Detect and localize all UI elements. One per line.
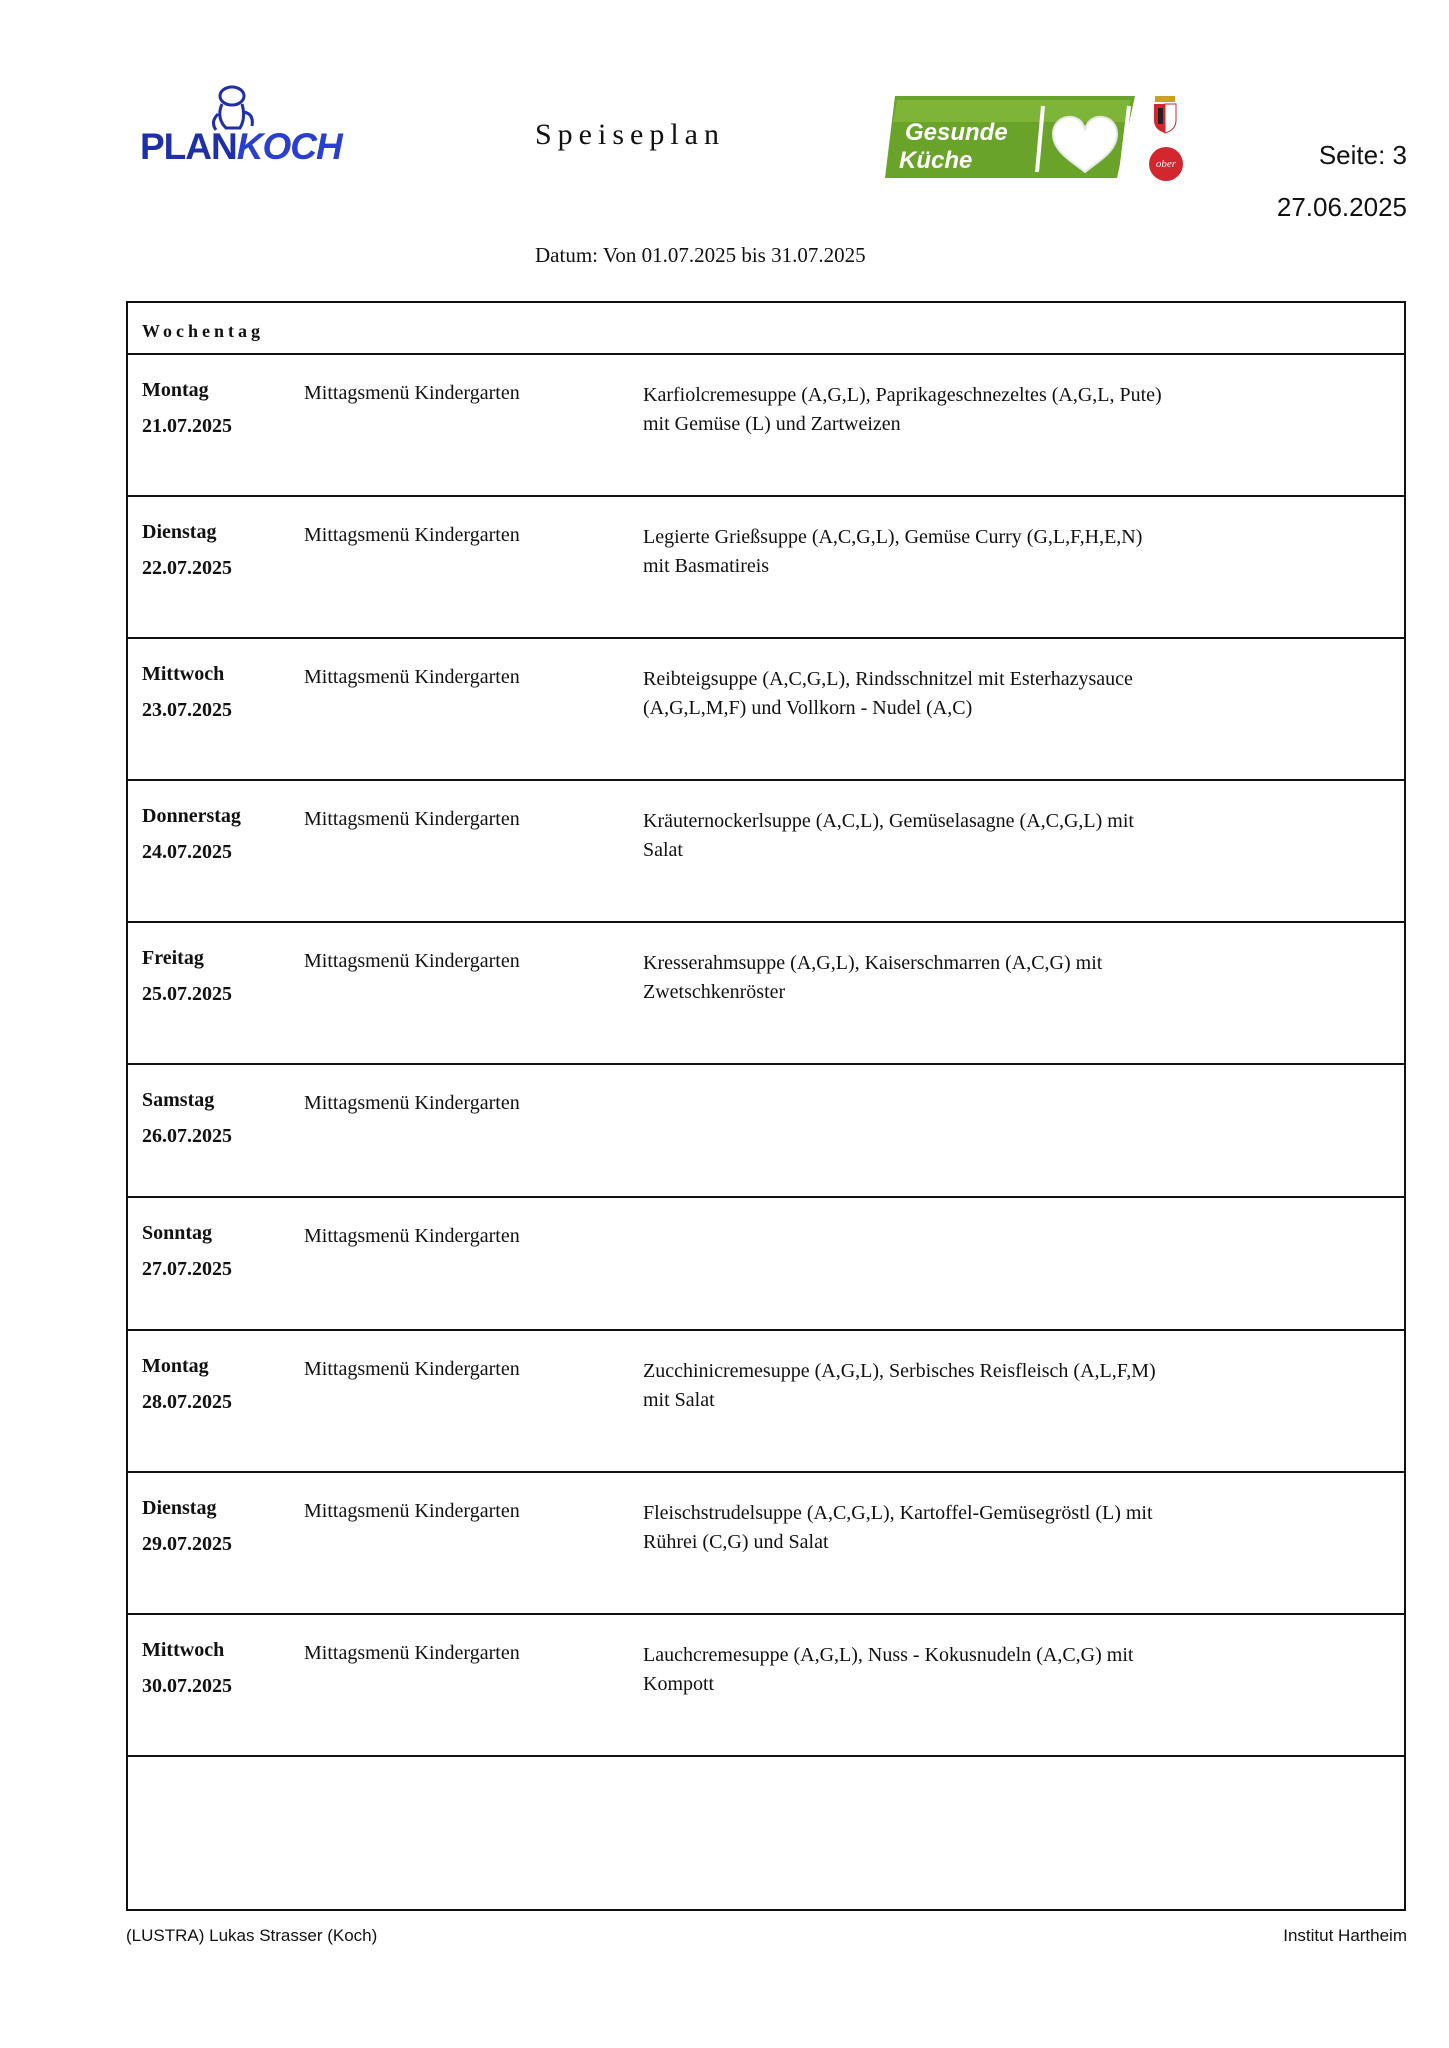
table-header — [128, 303, 1404, 355]
table-row — [128, 1473, 1404, 1615]
footer-author: (LUSTRA) Lukas Strasser (Koch) — [126, 1926, 378, 1945]
row-date: 23.07.2025 — [142, 699, 232, 721]
row-date: 30.07.2025 — [142, 1675, 232, 1697]
ober-text: ober — [1155, 158, 1177, 170]
row-date: 21.07.2025 — [142, 415, 232, 437]
row-menu: Mittagsmenü Kindergarten — [304, 666, 520, 688]
row-menu: Mittagsmenü Kindergarten — [304, 1358, 520, 1380]
row-menu: Mittagsmenü Kindergarten — [304, 808, 520, 830]
footer-institution: Institut Hartheim — [1283, 1926, 1407, 1945]
row-date: 24.07.2025 — [142, 841, 232, 863]
plankoch-logo — [140, 84, 340, 174]
row-dish: Karfiolcremesuppe (A,G,L), Paprikageschnezeltes (A,G,L, Pute) mit Gemüse (L) und Zartweizen — [643, 384, 1162, 435]
row-menu: Mittagsmenü Kindergarten — [304, 382, 520, 404]
row-dish: Kräuternockerlsuppe (A,C,L), Gemüselasagne (A,C,G,L) mit Salat — [643, 810, 1134, 861]
page-title: Speiseplan — [535, 118, 725, 151]
coat-of-arms-icon — [1150, 90, 1180, 134]
row-date: 28.07.2025 — [142, 1391, 232, 1413]
row-day: Dienstag — [142, 1497, 217, 1519]
logo-text-koch: KOCH — [236, 126, 342, 167]
table-row — [128, 355, 1404, 497]
row-day: Freitag — [142, 947, 204, 969]
row-dish: Kresserahmsuppe (A,G,L), Kaiserschmarren (A,C,G) mit Zwetschkenröster — [643, 952, 1103, 1003]
table-row — [128, 1331, 1404, 1473]
row-dish: Fleischstrudelsuppe (A,C,G,L), Kartoffel-Gemüsegröstl (L) mit Rührei (C,G) und Salat — [643, 1502, 1153, 1553]
page-number: Seite: 3 — [1318, 140, 1407, 170]
table-row — [128, 781, 1404, 923]
row-day: Montag — [142, 1355, 209, 1377]
row-day: Donnerstag — [142, 805, 241, 827]
column-header-weekday: Wochentag — [142, 321, 265, 341]
row-dish: Reibteigsuppe (A,C,G,L), Rindsschnitzel mit Esterhazysauce (A,G,L,M,F) und Vollkorn - Nudel (A,C) — [643, 668, 1133, 719]
row-menu: Mittagsmenü Kindergarten — [304, 950, 520, 972]
row-menu: Mittagsmenü Kindergarten — [304, 524, 520, 546]
gesunde-kueche-logo — [885, 92, 1147, 182]
table-row — [128, 1615, 1404, 1757]
ober-logo — [1148, 146, 1184, 182]
row-dish: Legierte Grießsuppe (A,C,G,L), Gemüse Curry (G,L,F,H,E,N) mit Basmatireis — [643, 526, 1143, 577]
gk-line2: Küche — [899, 147, 973, 174]
row-menu: Mittagsmenü Kindergarten — [304, 1092, 520, 1114]
print-date: 27.06.2025 — [1276, 192, 1407, 222]
row-date: 26.07.2025 — [142, 1125, 232, 1147]
row-dish: Zucchinicremesuppe (A,G,L), Serbisches Reisfleisch (A,L,F,M) mit Salat — [643, 1360, 1156, 1411]
row-date: 29.07.2025 — [142, 1533, 232, 1555]
row-date: 27.07.2025 — [142, 1258, 232, 1280]
row-day: Samstag — [142, 1089, 215, 1111]
table-row — [128, 1065, 1404, 1198]
date-range: Datum: Von 01.07.2025 bis 31.07.2025 — [535, 243, 866, 267]
row-dish: Lauchcremesuppe (A,G,L), Nuss - Kokusnudeln (A,C,G) mit Kompott — [643, 1644, 1134, 1695]
row-day: Mittwoch — [142, 663, 225, 685]
row-day: Sonntag — [142, 1222, 213, 1244]
table-row — [128, 923, 1404, 1065]
logo-text-plan: PLAN — [140, 126, 237, 167]
row-day: Mittwoch — [142, 1639, 225, 1661]
row-day: Montag — [142, 379, 209, 401]
menu-table — [126, 301, 1406, 1911]
table-row — [128, 1198, 1404, 1331]
gk-line1: Gesunde — [905, 119, 1008, 146]
row-menu: Mittagsmenü Kindergarten — [304, 1500, 520, 1522]
row-date: 25.07.2025 — [142, 983, 232, 1005]
table-row — [128, 497, 1404, 639]
row-date: 22.07.2025 — [142, 557, 232, 579]
row-day: Dienstag — [142, 521, 217, 543]
row-menu: Mittagsmenü Kindergarten — [304, 1225, 520, 1247]
table-row — [128, 639, 1404, 781]
row-menu: Mittagsmenü Kindergarten — [304, 1642, 520, 1664]
